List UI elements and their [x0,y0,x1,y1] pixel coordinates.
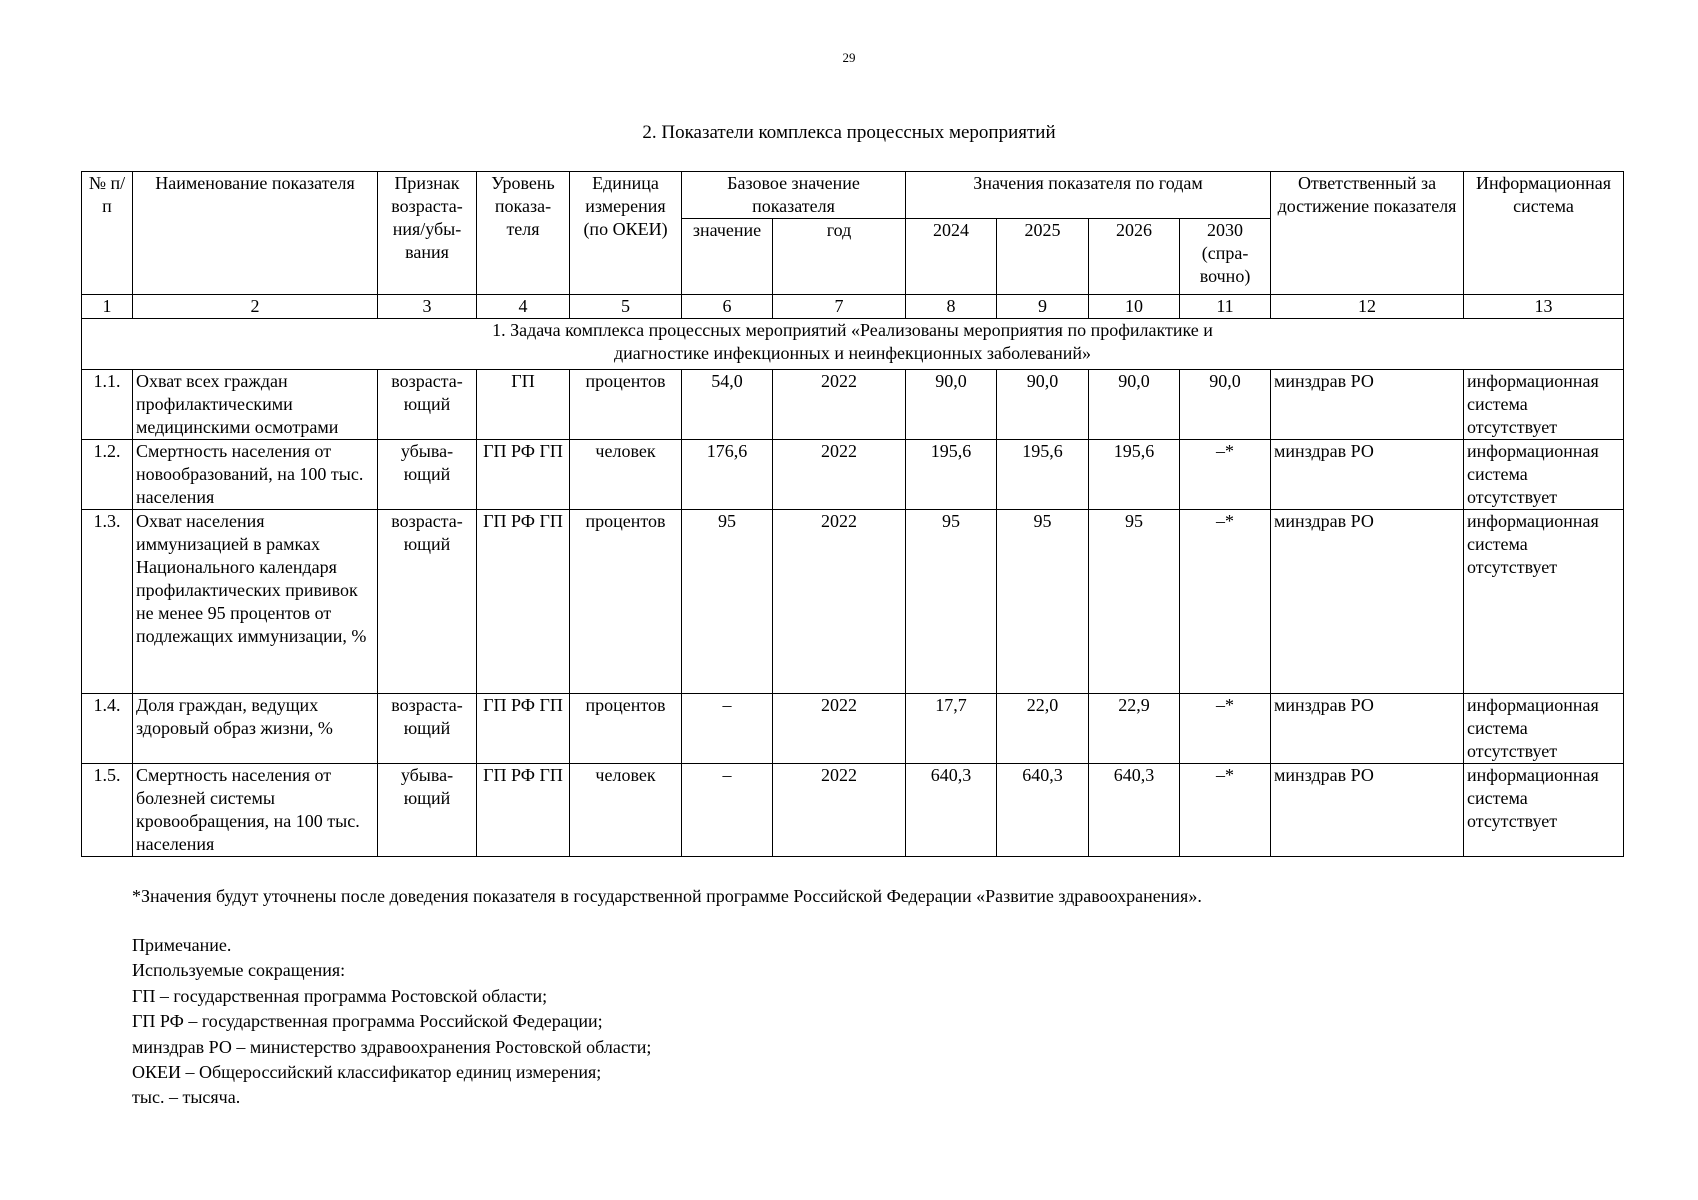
header-base-value: значение [682,219,773,295]
value-2030: –* [1180,440,1271,510]
base-value: 95 [682,510,773,694]
header-2024: 2024 [906,219,997,295]
indicator-name: Смертность населения от болезней системы кровообращения, на 100 тыс. населения [133,764,378,857]
header-responsible: Ответственный за достижение показателя [1271,172,1464,295]
value-2026: 22,9 [1089,694,1180,764]
indicator-unit: процентов [570,370,682,440]
column-number: 1 [82,295,133,319]
base-value: 176,6 [682,440,773,510]
abbreviation-item: ГП РФ – государственная программа Российской Федерации; [132,1011,603,1032]
column-number: 11 [1180,295,1271,319]
value-2024: 17,7 [906,694,997,764]
value-2025: 90,0 [997,370,1089,440]
task-title: 1. Задача комплекса процессных мероприятий «Реализованы мероприятия по профилактике и диагностике инфекционных и неинфекционных заболеваний» [82,319,1624,370]
indicator-name: Смертность населения от новообразований, на 100 тыс. населения [133,440,378,510]
row-no: 1.5. [82,764,133,857]
indicators-table [81,171,1624,857]
indicator-unit: человек [570,440,682,510]
header-2030: 2030 (спра-вочно) [1180,219,1271,295]
value-2030: –* [1180,510,1271,694]
row-no: 1.2. [82,440,133,510]
column-number: 4 [477,295,570,319]
base-value: – [682,694,773,764]
column-number: 13 [1464,295,1624,319]
abbreviation-item: тыс. – тысяча. [132,1087,241,1108]
abbreviation-item: ГП – государственная программа Ростовской области; [132,985,548,1006]
base-year: 2022 [773,370,906,440]
value-2025: 22,0 [997,694,1089,764]
indicator-level: ГП РФ ГП [477,694,570,764]
indicator-sign: возраста-ющий [378,510,477,694]
abbreviation-item: минздрав РО – министерство здравоохранения Ростовской области; [132,1036,652,1057]
table-row [82,694,1624,764]
column-number: 12 [1271,295,1464,319]
value-2025: 640,3 [997,764,1089,857]
table-row [82,440,1624,510]
info-system: информационная система отсутствует [1464,694,1624,764]
value-2026: 90,0 [1089,370,1180,440]
indicator-unit: человек [570,764,682,857]
value-2024: 95 [906,510,997,694]
row-no: 1.3. [82,510,133,694]
header-info-system: Информационная система [1464,172,1624,295]
indicator-unit: процентов [570,694,682,764]
responsible: минздрав РО [1271,440,1464,510]
indicator-unit: процентов [570,510,682,694]
base-value: 54,0 [682,370,773,440]
table-row [82,370,1624,440]
row-no: 1.1. [82,370,133,440]
table-row [82,510,1624,694]
column-number: 5 [570,295,682,319]
notes [132,933,651,1111]
column-number: 3 [378,295,477,319]
header-2025: 2025 [997,219,1089,295]
header-no: № п/п [82,172,133,295]
indicator-name: Доля граждан, ведущих здоровый образ жизни, % [133,694,378,764]
base-year: 2022 [773,510,906,694]
column-number: 2 [133,295,378,319]
value-2026: 195,6 [1089,440,1180,510]
indicator-level: ГП РФ ГП [477,510,570,694]
info-system: информационная система отсутствует [1464,370,1624,440]
header-row-1 [82,172,1624,219]
value-2024: 640,3 [906,764,997,857]
value-2025: 95 [997,510,1089,694]
column-number: 7 [773,295,906,319]
value-2030: –* [1180,694,1271,764]
header-base: Базовое значение показателя [682,172,906,219]
indicator-level: ГП РФ ГП [477,440,570,510]
value-2024: 90,0 [906,370,997,440]
header-base-year: год [773,219,906,295]
responsible: минздрав РО [1271,370,1464,440]
value-2026: 640,3 [1089,764,1180,857]
info-system: информационная система отсутствует [1464,440,1624,510]
column-number: 9 [997,295,1089,319]
base-year: 2022 [773,764,906,857]
value-2030: 90,0 [1180,370,1271,440]
indicator-name: Охват населения иммунизацией в рамках Национального календаря профилактических прививок не менее 95 процентов от подлежащих иммунизации, % [133,510,378,694]
responsible: минздрав РО [1271,764,1464,857]
notes-intro: Используемые сокращения: [132,960,346,981]
responsible: минздрав РО [1271,510,1464,694]
section-title: 2. Показатели комплекса процессных мероприятий [642,122,1056,143]
header-level: Уровень показа-теля [477,172,570,295]
indicator-level: ГП [477,370,570,440]
notes-title: Примечание. [132,935,232,955]
header-name: Наименование показателя [133,172,378,295]
task-row [82,319,1624,370]
table-row [82,764,1624,857]
info-system: информационная система отсутствует [1464,510,1624,694]
value-2026: 95 [1089,510,1180,694]
responsible: минздрав РО [1271,694,1464,764]
indicator-level: ГП РФ ГП [477,764,570,857]
info-system: информационная система отсутствует [1464,764,1624,857]
footnote: *Значения будут уточнены после доведения показателя в государственной программе Российской Федерации «Развитие здравоохранения». [132,886,1202,906]
column-number: 6 [682,295,773,319]
abbreviation-item: ОКЕИ – Общероссийский классификатор единиц измерения; [132,1062,602,1083]
indicator-sign: убыва-ющий [378,764,477,857]
indicator-sign: убыва-ющий [378,440,477,510]
indicator-sign: возраста-ющий [378,370,477,440]
value-2024: 195,6 [906,440,997,510]
indicator-sign: возраста-ющий [378,694,477,764]
value-2025: 195,6 [997,440,1089,510]
column-number: 8 [906,295,997,319]
indicator-name: Охват всех граждан профилактическими медицинскими осмотрами [133,370,378,440]
value-2030: –* [1180,764,1271,857]
row-no: 1.4. [82,694,133,764]
base-value: – [682,764,773,857]
header-sign: Признак возраста-ния/убы-вания [378,172,477,295]
column-number: 10 [1089,295,1180,319]
base-year: 2022 [773,694,906,764]
column-number-row [82,295,1624,319]
header-2026: 2026 [1089,219,1180,295]
header-unit: Единица измерения (по ОКЕИ) [570,172,682,295]
base-year: 2022 [773,440,906,510]
page-number: 29 [842,50,856,65]
header-by-years: Значения показателя по годам [906,172,1271,219]
